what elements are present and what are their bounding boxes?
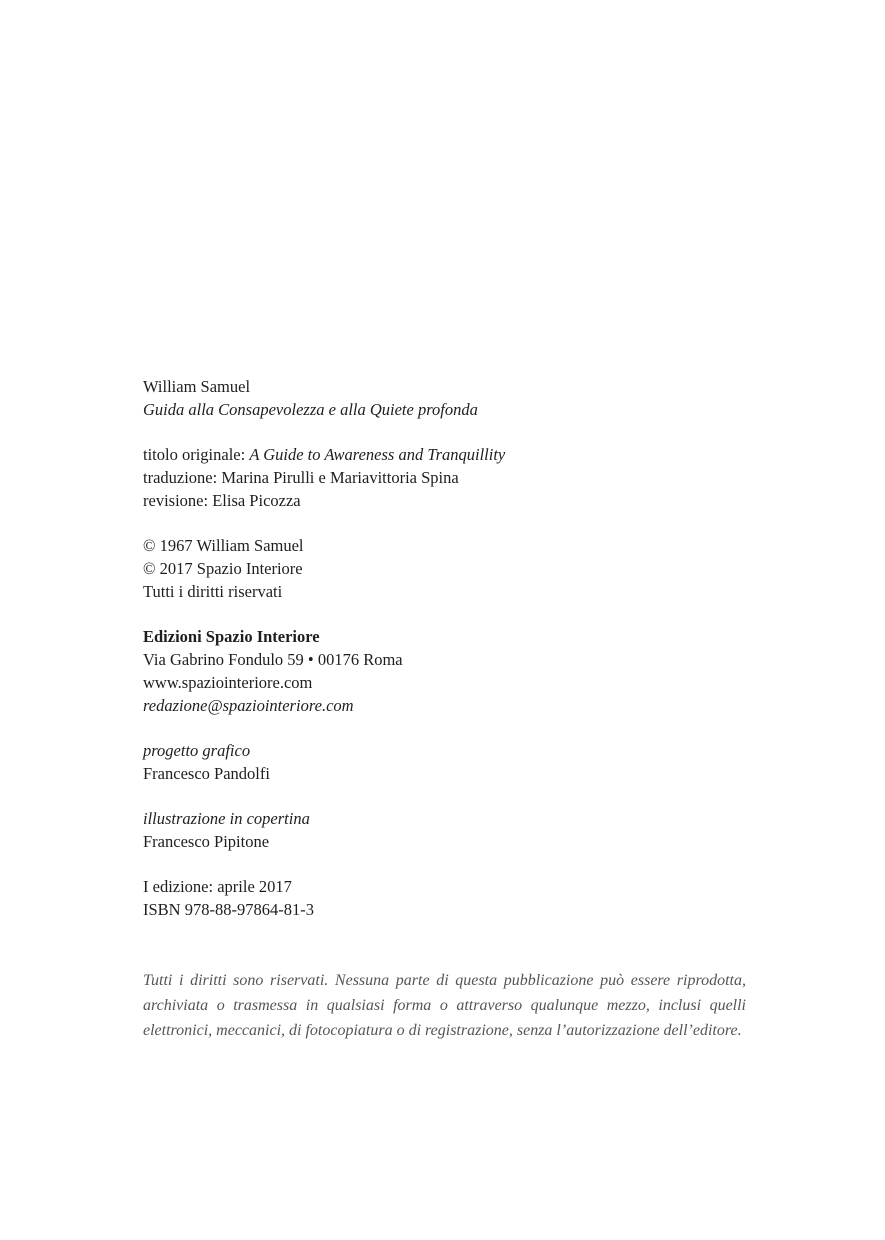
- publisher-name: Edizioni Spazio Interiore: [143, 627, 320, 646]
- original-title-line: [143, 443, 746, 466]
- design-label: progetto grafico: [143, 741, 251, 760]
- spacer: [143, 603, 746, 625]
- rights-notice: Tutti i diritti sono riservati. Nessuna parte di questa pubblicazione può essere riprodotta, archiviata o trasmessa in qualsiasi forma o attraverso qualunque mezzo, inclusi quelli elettronici, meccanici, di fotocopiatura o di registrazione, senza l’autorizzazione dell’editore.: [143, 972, 746, 1039]
- colophon: [143, 375, 746, 921]
- translation-credit: traduzione: Marina Pirulli e Mariavittoria Spina: [143, 468, 459, 487]
- spacer: [143, 853, 746, 875]
- original-title-label: titolo originale:: [143, 445, 250, 464]
- original-title: A Guide to Awareness and Tranquillity: [249, 445, 506, 464]
- spacer: [143, 421, 746, 443]
- cover-label: illustrazione in copertina: [143, 809, 310, 828]
- edition-line: I edizione: aprile 2017: [143, 877, 292, 896]
- copyright-line-1: © 1967 William Samuel: [143, 536, 304, 555]
- copyright-line-2: © 2017 Spazio Interiore: [143, 559, 303, 578]
- spacer: [143, 717, 746, 739]
- revision-credit: revisione: Elisa Picozza: [143, 491, 301, 510]
- publisher-address: Via Gabrino Fondulo 59 • 00176 Roma: [143, 650, 403, 669]
- author-name: William Samuel: [143, 377, 251, 396]
- copyright-line-3: Tutti i diritti riservati: [143, 582, 283, 601]
- cover-credit: Francesco Pipitone: [143, 832, 270, 851]
- publisher-website: www.spaziointeriore.com: [143, 673, 313, 692]
- spacer: [143, 785, 746, 807]
- spacer: [143, 512, 746, 534]
- isbn-line: ISBN 978-88-97864-81-3: [143, 900, 314, 919]
- publisher-email: redazione@spaziointeriore.com: [143, 696, 354, 715]
- book-title: Guida alla Consapevolezza e alla Quiete profonda: [143, 400, 478, 419]
- design-credit: Francesco Pandolfi: [143, 764, 270, 783]
